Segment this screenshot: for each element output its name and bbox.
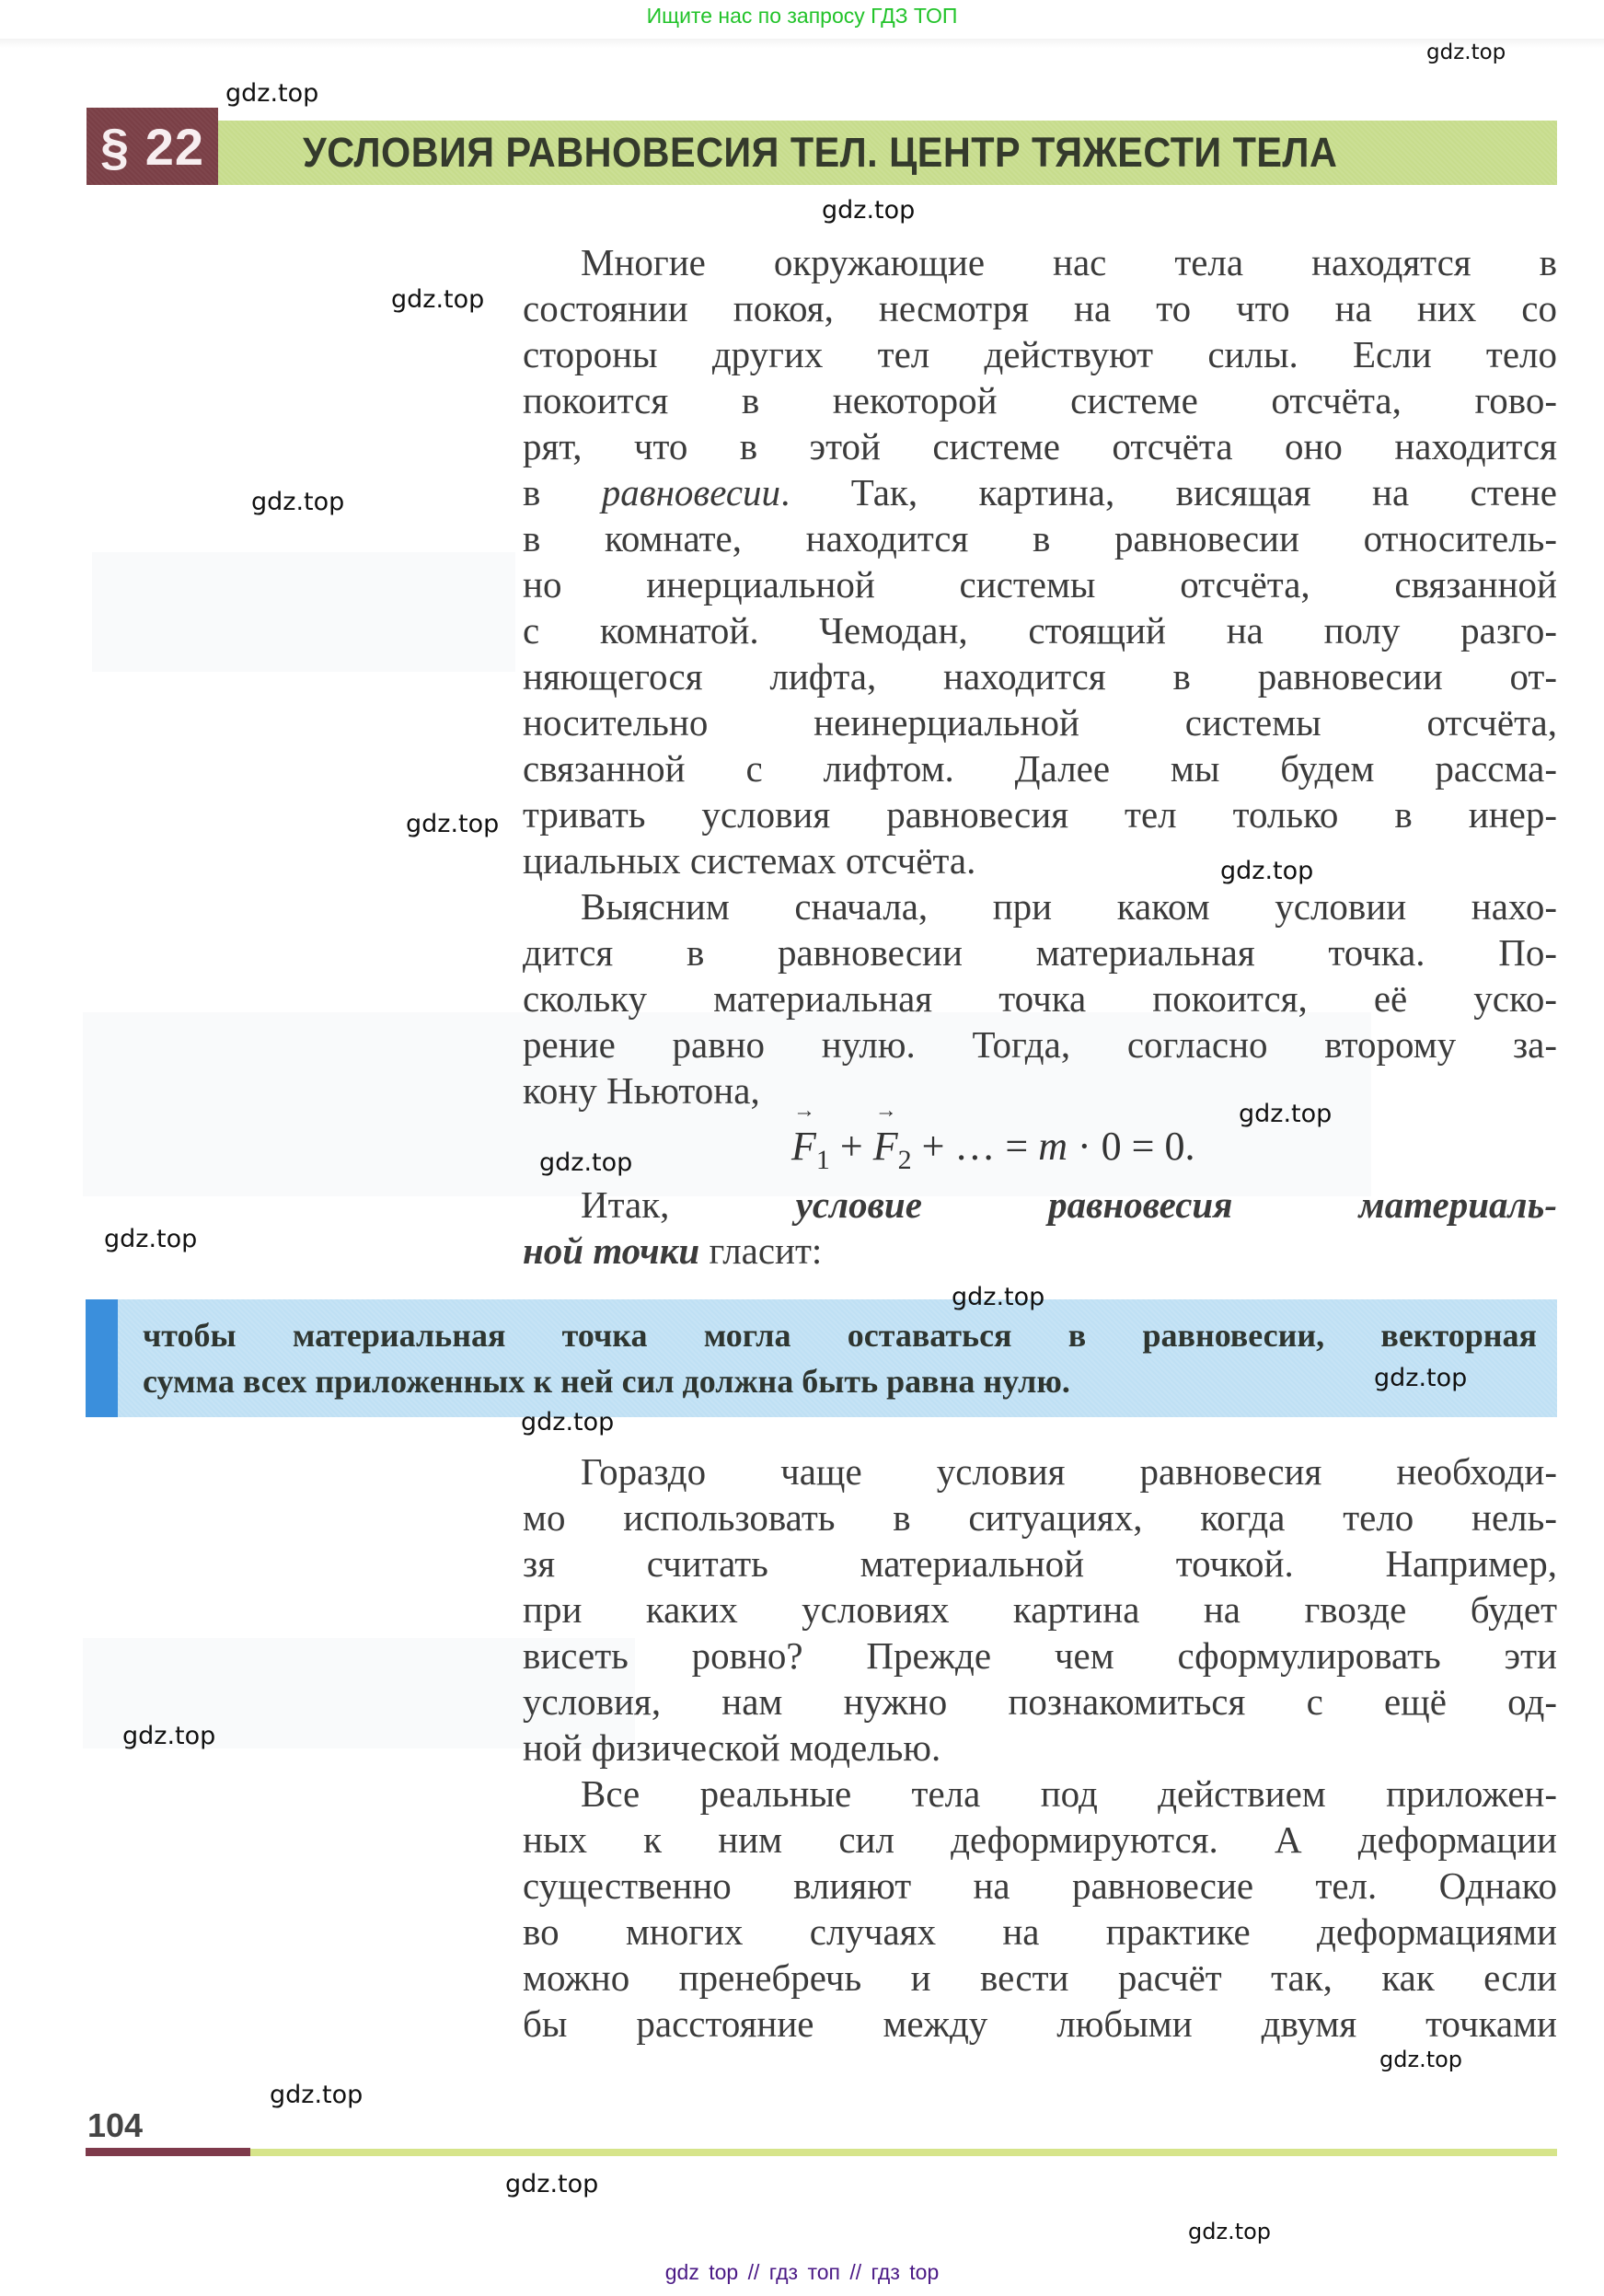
rule-line: чтобы материальная точка могла оставаться в равновесии, векторная: [143, 1317, 1537, 1354]
text-line: няющегося лифта, находится в равновесии от-: [523, 655, 1557, 698]
rule-highlight-box: [86, 1299, 1557, 1417]
text-line: при каких условиях картина на гвозде будет: [523, 1588, 1557, 1631]
watermark: gdz.top: [822, 196, 916, 225]
text-line: существенно влияют на равновесие тел. Однако: [523, 1864, 1557, 1907]
watermark: gdz.top: [122, 1722, 216, 1750]
watermark: gdz.top: [251, 488, 345, 516]
formula-subscript: 2: [897, 1145, 912, 1175]
watermark: gdz.top: [1239, 1100, 1333, 1128]
footer-accent-bar: [86, 2148, 250, 2156]
text-line: можно пренебречь и вести расчёт так, как если: [523, 1956, 1557, 1999]
text-line: ной физической моделью.: [523, 1726, 941, 1769]
watermark: gdz.top: [952, 1283, 1045, 1311]
text-line: Все реальные тела под действием приложен-: [581, 1772, 1557, 1815]
section-number-badge: [87, 108, 218, 185]
watermark: gdz.top: [1379, 2047, 1463, 2072]
text-line: но инерциальной системы отсчёта, связанной: [523, 563, 1557, 606]
formula-tail: · 0 = 0.: [1067, 1124, 1195, 1169]
text-fragment: гласит:: [699, 1229, 823, 1272]
term-point-equilibrium-condition: ной точки: [523, 1229, 700, 1272]
text-line: состоянии покоя, несмотря на то что на них со: [523, 287, 1557, 329]
section-title: УСЛОВИЯ РАВНОВЕСИЯ ТЕЛ. ЦЕНТР ТЯЖЕСТИ ТЕЛА: [303, 129, 1338, 176]
text-line: дится в равновесии материальная точка. По-: [523, 931, 1557, 974]
paragraph-2: [523, 883, 1557, 1113]
force-vector-1: [791, 1123, 816, 1170]
text-line: стороны других тел действуют силы. Если тело: [523, 333, 1557, 375]
formula-subscript: 1: [815, 1145, 830, 1175]
paragraph-4: [523, 1448, 1557, 1771]
watermark: gdz.top: [1188, 2219, 1272, 2244]
watermark: gdz.top: [225, 79, 319, 108]
ghost-bleed: [92, 552, 515, 672]
rule-text: [143, 1312, 1537, 1404]
text-line: с комнатой. Чемодан, стоящий на полу разго-: [523, 609, 1557, 652]
text-line: Гораздо чаще условия равновесия необходи-: [581, 1450, 1557, 1493]
term-equilibrium: равновесии: [601, 471, 781, 513]
newton-second-law-formula: [791, 1123, 1195, 1176]
text-line: покоится в некоторой системе отсчёта, гово-: [523, 379, 1557, 421]
watermark: gdz.top: [1426, 40, 1506, 64]
text-line: связанной с лифтом. Далее мы будем рассма-: [523, 747, 1557, 790]
text-line: во многих случаях на практике деформациями: [523, 1910, 1557, 1953]
text-line: [523, 1228, 1557, 1274]
formula-operator: +: [829, 1124, 873, 1169]
text-line: зя считать материальной точкой. Например,: [523, 1542, 1557, 1585]
watermark: gdz.top: [406, 810, 500, 838]
text-fragment: в: [523, 471, 602, 513]
text-line: бы расстояние между любыми двумя точками: [523, 2002, 1557, 2045]
formula-mass: m: [1038, 1124, 1068, 1169]
text-line: мо использовать в ситуациях, когда тело нель-: [523, 1496, 1557, 1539]
text-line: Многие окружающие нас тела находятся в: [581, 241, 1557, 283]
text-line: в комнате, находится в равновесии относитель-: [523, 517, 1557, 560]
watermark: gdz.top: [1220, 857, 1314, 885]
watermark: gdz.top: [104, 1225, 198, 1253]
text-line: тривать условия равновесия тел только в инер-: [523, 793, 1557, 836]
bottom-banner-links[interactable]: gdz top // гдз топ // гдз top: [664, 2260, 940, 2284]
watermark: gdz.top: [521, 1408, 615, 1436]
text-line: висеть ровно? Прежде чем сформулировать эти: [523, 1634, 1557, 1677]
formula-operator: + … =: [911, 1124, 1039, 1169]
text-line: рят, что в этой системе отсчёта оно находится: [523, 425, 1557, 467]
formula-symbol: F: [791, 1124, 816, 1169]
text-line: скольку материальная точка покоится, её уско-: [523, 977, 1557, 1020]
text-line: рение равно нулю. Тогда, согласно второму за-: [523, 1023, 1557, 1066]
top-divider: [0, 39, 1604, 48]
paragraph-3: [523, 1182, 1557, 1274]
text-line: носительно неинерциальной системы отсчёта,: [523, 701, 1557, 744]
watermark: gdz.top: [505, 2170, 599, 2198]
paragraph-1: [523, 239, 1557, 883]
text-line: Выясним сначала, при каком условии нахо-: [581, 885, 1557, 928]
section-title-bar: [218, 121, 1557, 185]
formula-symbol: F: [872, 1124, 898, 1169]
page-number: 104: [87, 2106, 144, 2144]
watermark: gdz.top: [1374, 1364, 1468, 1392]
rule-accent-stripe: [86, 1299, 118, 1417]
text-line: циальных системах отсчёта.: [523, 839, 976, 882]
section-number: § 22: [100, 117, 204, 176]
text-line: [523, 469, 1557, 515]
text-line: ных к ним сил деформируются. А деформации: [523, 1818, 1557, 1861]
text-line: условия, нам нужно познакомиться с ещё од-: [523, 1680, 1557, 1723]
top-banner-text[interactable]: Ищите нас по запросу ГДЗ ТОП: [646, 4, 958, 28]
watermark: gdz.top: [539, 1148, 633, 1177]
text-line: кону Ньютона,: [523, 1069, 760, 1112]
text-fragment: Итак,: [581, 1183, 796, 1226]
text-line: [523, 1182, 1557, 1228]
rule-line: сумма всех приложенных к ней сил должна быть равна нулю.: [143, 1363, 1070, 1400]
footer-rule: [250, 2149, 1557, 2156]
watermark: gdz.top: [270, 2081, 363, 2109]
paragraph-5: [523, 1771, 1557, 2047]
force-vector-2: [873, 1123, 898, 1170]
watermark: gdz.top: [391, 285, 485, 314]
text-fragment: . Так, картина, висящая на стене: [780, 471, 1558, 513]
term-point-equilibrium-condition: условие равновесия материаль-: [795, 1183, 1557, 1226]
